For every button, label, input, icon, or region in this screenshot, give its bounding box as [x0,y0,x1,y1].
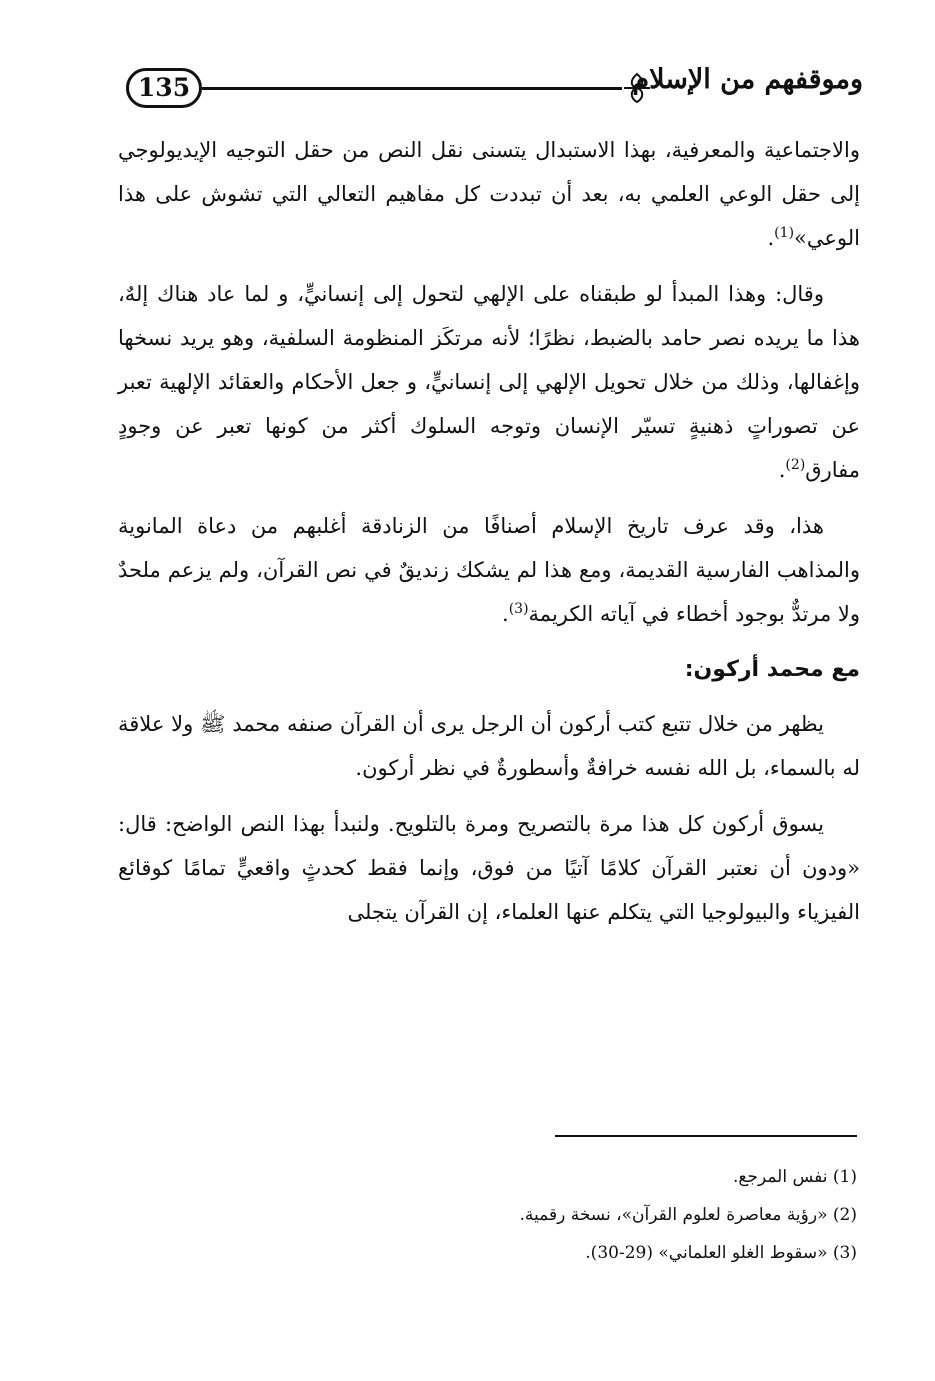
paragraph-text: هذا، وقد عرف تاريخ الإسلام أصنافًا من الزنادقة أغلبهم من دعاة المانوية والمذاهب الفارسية القديمة، ومع هذا لم يشكك زنديقٌ في نص القرآن، ولم يزعم ملحدٌ ولا مرتدٌّ بوجود أخطاء في آياته الكريمة [118,514,860,626]
section-heading: مع محمد أركون: [684,657,860,682]
footnote-item: (1) نفس المرجع. [733,1167,857,1187]
paragraph-end: . [778,458,786,482]
paragraph-end: . [767,226,775,250]
footnote-ref: (1) [774,225,795,241]
page-header [118,62,863,118]
paragraph: يسوق أركون كل هذا مرة بالتصريح ومرة بالتلويح. ولنبدأ بهذا النص الواضح: قال: «ودون أن نعتبر القرآن كلامًا آتيًا من فوق، وإنما فقط كحدثٍ واقعيٍّ تمامًا كوقائع الفيزياء والبيولوجيا التي يتكلم عنها العلماء، إن القرآن يتجلى [118,812,860,924]
header-rule [202,87,622,90]
footnote-item: (2) «رؤية معاصرة لعلوم القرآن»، نسخة رقمية. [519,1205,857,1225]
paragraph-text: وقال: وهذا المبدأ لو طبقناه على الإلهي لتحول إلى إنسانيٍّ، و لما عاد هناك إلهٌ، هذا ما يريده نصر حامد بالضبط، نظرًا؛ لأنه مرتكَز المنظومة السلفية، وهو يريد نسخها وإغفالها، وذلك من خلال تحويل الإلهي إلى إنسانيٍّ، و جعل الأحكام والعقائد الإلهية تعبر عن تصوراتٍ ذهنيةٍ تسيّر الإنسان وتوجه السلوك أكثر من كونها تعبر عن وجودٍ مفارق [118,282,860,482]
footnote-ref: (3) [508,601,529,617]
footnote-ref: (2) [785,457,806,473]
paragraph [118,272,860,492]
paragraph [118,128,860,260]
main-text [118,128,860,946]
paragraph: يظهر من خلال تتبع كتب أركون أن الرجل يرى أن القرآن صنفه محمد ﷺ ولا علاقة له بالسماء، بل الله نفسه خرافةٌ وأسطورةٌ في نظر أركون. [118,712,860,780]
footnotes [300,1158,857,1272]
paragraph-text: والاجتماعية والمعرفية، بهذا الاستبدال يتسنى نقل النص من حقل التوجيه الإيديولوجي إلى حقل الوعي العلمي به، بعد أن تبددت كل مفاهيم التعالي التي تشوش على هذا الوعي» [118,138,860,250]
page-number: 135 [126,68,202,108]
paragraph [118,504,860,636]
footnote-separator [555,1135,857,1137]
footnote-item: (3) «سقوط الغلو العلماني» (29-30). [585,1243,857,1263]
paragraph-end: . [502,602,509,626]
book-title: وموقفهم من الإسلام [632,64,863,95]
